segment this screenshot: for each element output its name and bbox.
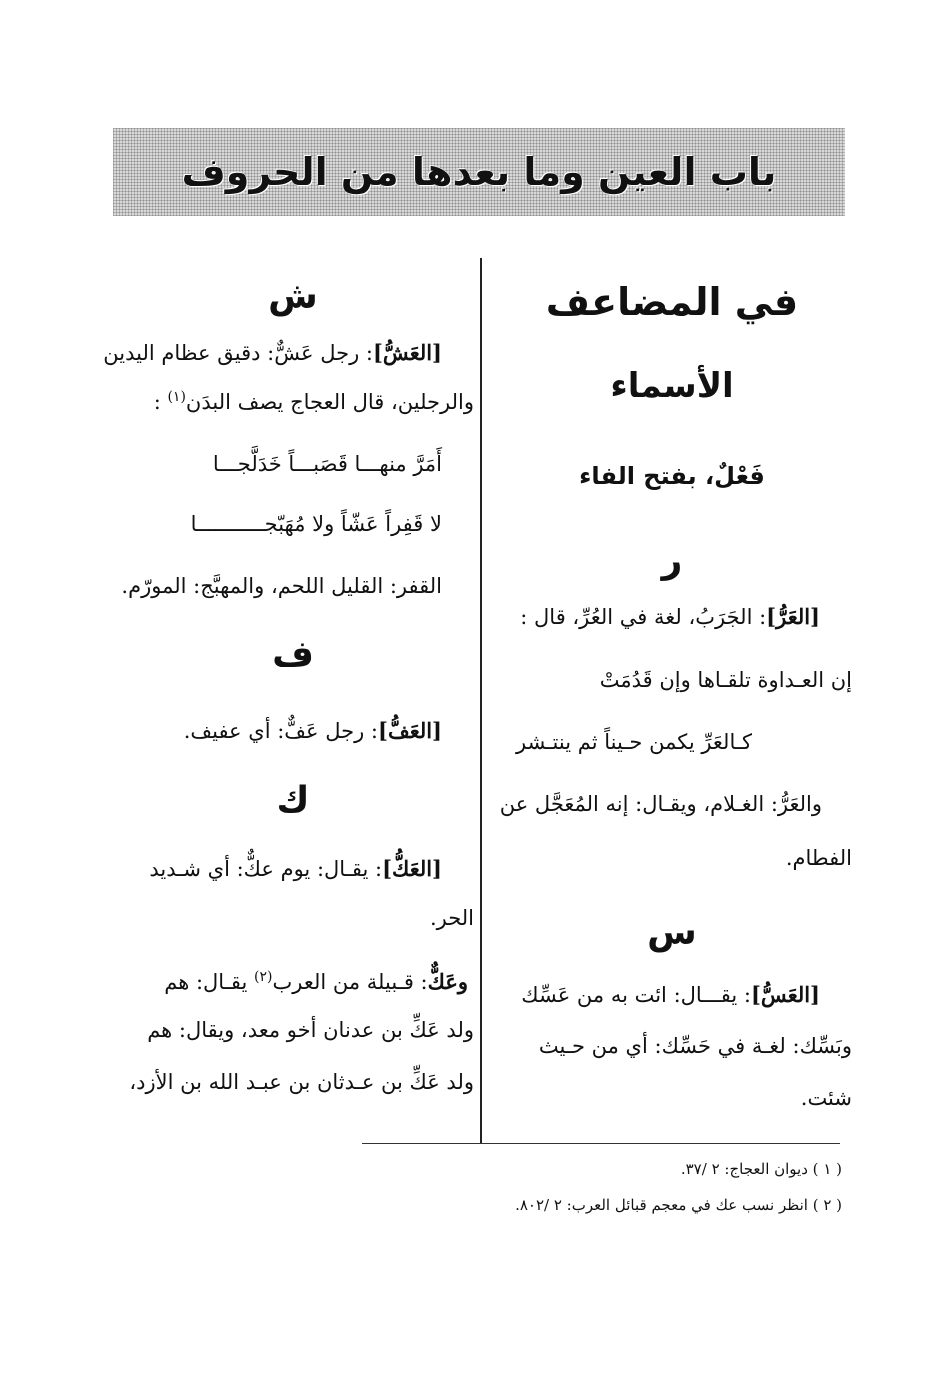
entry-term: [العَكُّ] (382, 856, 442, 881)
entry-term: [العَشُّ] (372, 340, 442, 365)
entry-text: والعَرُّ: الغـلام، ويقـال: إنه المُعَجَّل عن (499, 792, 822, 816)
entry-text: القفر: القليل اللحم، والمهبَّج: المورّم. (121, 574, 442, 598)
heading-mudaaf: في المضاعف (545, 280, 799, 324)
entry-ash-line2 (154, 390, 474, 413)
heading-asmaa: الأسماء (610, 366, 734, 406)
entry-text: ولد عَكِّ بن عـدثان بن عبـد الله بن الأزد، (129, 1070, 474, 1094)
entry-text: : الجَرَبُ، لغة في العُرِّ، قال : (520, 605, 767, 629)
entry-text: الحر. (429, 906, 474, 930)
letter-heading-r: ر (661, 540, 683, 581)
heading-faal: فَعْلٌ، بفتح الفاء (579, 462, 765, 490)
entry-ass-line1 (521, 984, 820, 1006)
entry-text: : يقـال: يوم عكٌّ: أي شـديد (149, 857, 383, 881)
chapter-banner (113, 128, 845, 216)
entry-text: : يقـــال: ائت به من عَسِّك (521, 983, 751, 1007)
entry-term: وعَكٌّ (427, 969, 468, 994)
entry-text: : قـبيلة من العرب (272, 970, 428, 994)
entry-text: والرجلين، قال العجاج يصف البدَن (185, 390, 474, 414)
entry-text: شئت. (800, 1086, 852, 1110)
entry-term: [العَسُّ] (750, 982, 820, 1007)
entry-text: ولد عَكِّ بن عدنان أخو معد، ويقال: هم (147, 1018, 474, 1042)
footnote-2: ( ٢ ) انظر نسب عك في معجم قبائل العرب: ٢ /٨٠٢. (515, 1196, 842, 1214)
letter-heading-k: ك (276, 780, 310, 821)
footnote-rule (362, 1143, 840, 1144)
entry-text: : رجل عَشٌّ: دقيق عظام اليدين (103, 341, 373, 365)
chapter-title: باب العين وما بعدها من الحروف (181, 150, 777, 194)
footnote-ref: (١) (167, 389, 186, 405)
entry-term: [العَرُّ] (766, 604, 820, 629)
verse-line: لا قَفِراً عَشّاً ولا مُهَبّجـــــــــــا (190, 512, 442, 536)
column-divider (480, 258, 482, 1144)
verse-line: كـالعَرِّ يكمن حـيناً ثم ينتـشر (516, 730, 752, 754)
entry-akk-line3 (164, 970, 468, 993)
verse-line: إن العـداوة تلقـاها وإن قَدُمَتْ (599, 668, 852, 692)
entry-term: [العَفُّ] (378, 718, 442, 743)
entry-text: الفطام. (785, 846, 852, 870)
entry-text: وبَسِّك: لغـة في حَسِّك: أي من حـيث (538, 1034, 852, 1058)
entry-akk-line1 (149, 858, 442, 880)
footnote-ref: (٢) (254, 969, 273, 985)
letter-heading-s: س (647, 912, 697, 953)
entry-aff-line (184, 720, 442, 742)
verse-line: أَمَرَّ منهـــا قَصَبـــاً خَدَلَّجـــا (212, 452, 442, 476)
footnote-1: ( ١ ) ديوان العجاج: ٢ /٣٧. (680, 1160, 842, 1178)
entry-text: : (153, 390, 161, 414)
entry-arr-line1 (520, 606, 820, 628)
letter-heading-sh: ش (268, 276, 318, 317)
letter-heading-f: ف (272, 634, 314, 675)
entry-ash-line1 (103, 342, 442, 364)
entry-text: يقـال: هم (164, 970, 248, 994)
entry-text: : رجل عَفٌّ: أي عفيف. (183, 719, 379, 743)
